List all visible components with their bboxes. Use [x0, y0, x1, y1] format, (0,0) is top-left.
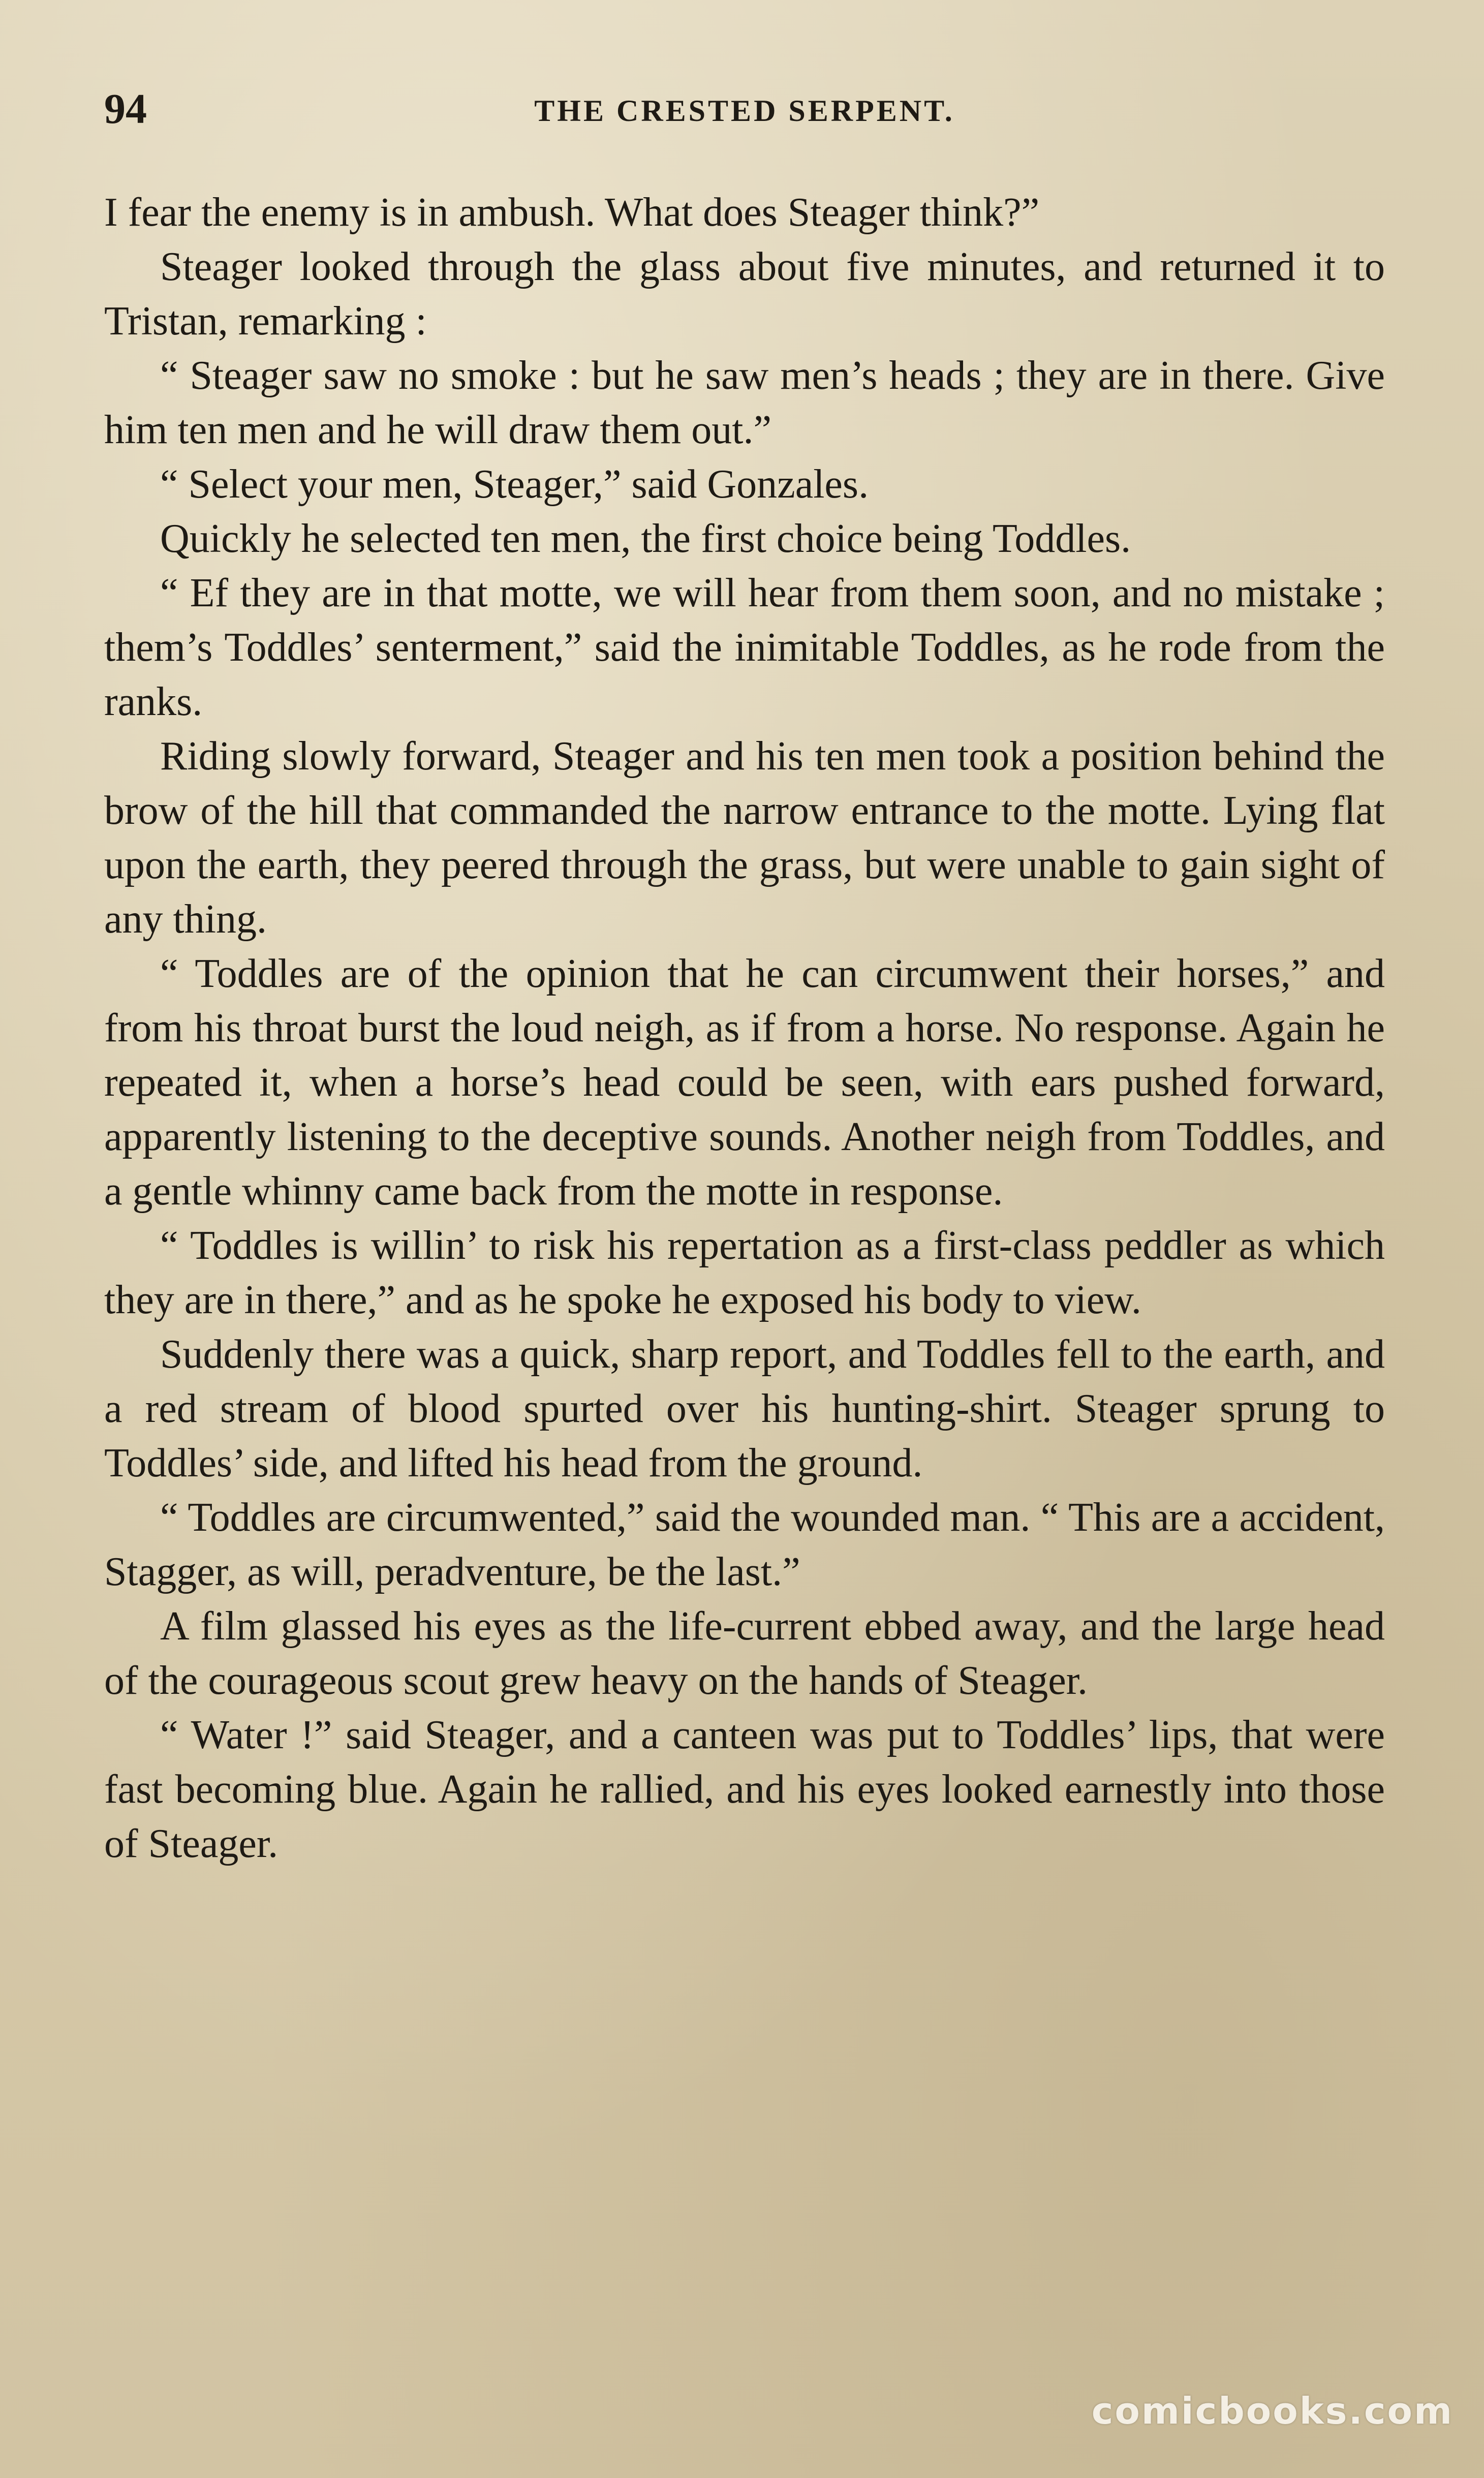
paragraph: Suddenly there was a quick, sharp report, and Toddles fell to the earth, and a red stream of blood spurted over his hunting-shirt. Steager sprung to Toddles’ side, and lifted his head from the ground. — [104, 1332, 1385, 1485]
paragraph: I fear the enemy is in ambush. What does Steager think?” — [104, 190, 1040, 235]
paragraph: “ Toddles is willin’ to risk his repertation as a first-class peddler as which they are in there,” and as he spoke he exposed his body to view. — [104, 1223, 1385, 1322]
body-text — [104, 185, 1385, 1871]
paragraph: Quickly he selected ten men, the first choice being Toddles. — [160, 516, 1131, 561]
paragraph: “ Water !” said Steager, and a canteen was put to Toddles’ lips, that were fast becoming blue. Again he rallied, and his eyes looked earnestly into those of Steager. — [104, 1713, 1385, 1866]
paragraph: Steager looked through the glass about five minutes, and returned it to Tristan, remarking : — [104, 244, 1385, 344]
paragraph: “ Ef they are in that motte, we will hear from them soon, and no mistake ; them’s Toddles’ senterment,” said the inimitable Toddles, as he rode from the ranks. — [104, 571, 1385, 724]
running-title: THE CRESTED SERPENT. — [534, 94, 955, 128]
paragraph: “ Toddles are of the opinion that he can circumwent their horses,” and from his throat burst the loud neigh, as if from a horse. No response. Again he repeated it, when a horse’s head could be seen, with ears pushed forward, apparently listening to the deceptive sounds. Another neigh from Toddles, and a gentle whinny came back from the motte in response. — [104, 951, 1385, 1214]
page-number: 94 — [104, 85, 147, 133]
watermark: comicbooks.com — [1091, 2390, 1454, 2432]
page-header — [104, 86, 1385, 132]
paragraph: Riding slowly forward, Steager and his ten men took a position behind the brow of the hill that commanded the narrow entrance to the motte. Lying flat upon the earth, they peered through the grass, but were unable to gain sight of any thing. — [104, 734, 1385, 942]
paragraph: “ Steager saw no smoke : but he saw men’s heads ; they are in there. Give him ten men and he will draw them out.” — [104, 353, 1385, 452]
paragraph: “ Select your men, Steager,” said Gonzales. — [160, 462, 869, 507]
paragraph: A film glassed his eyes as the life-current ebbed away, and the large head of the courageous scout grew heavy on the hands of Steager. — [104, 1604, 1385, 1703]
paragraph: “ Toddles are circumwented,” said the wounded man. “ This are a accident, Stagger, as will, peradventure, be the last.” — [104, 1495, 1385, 1594]
